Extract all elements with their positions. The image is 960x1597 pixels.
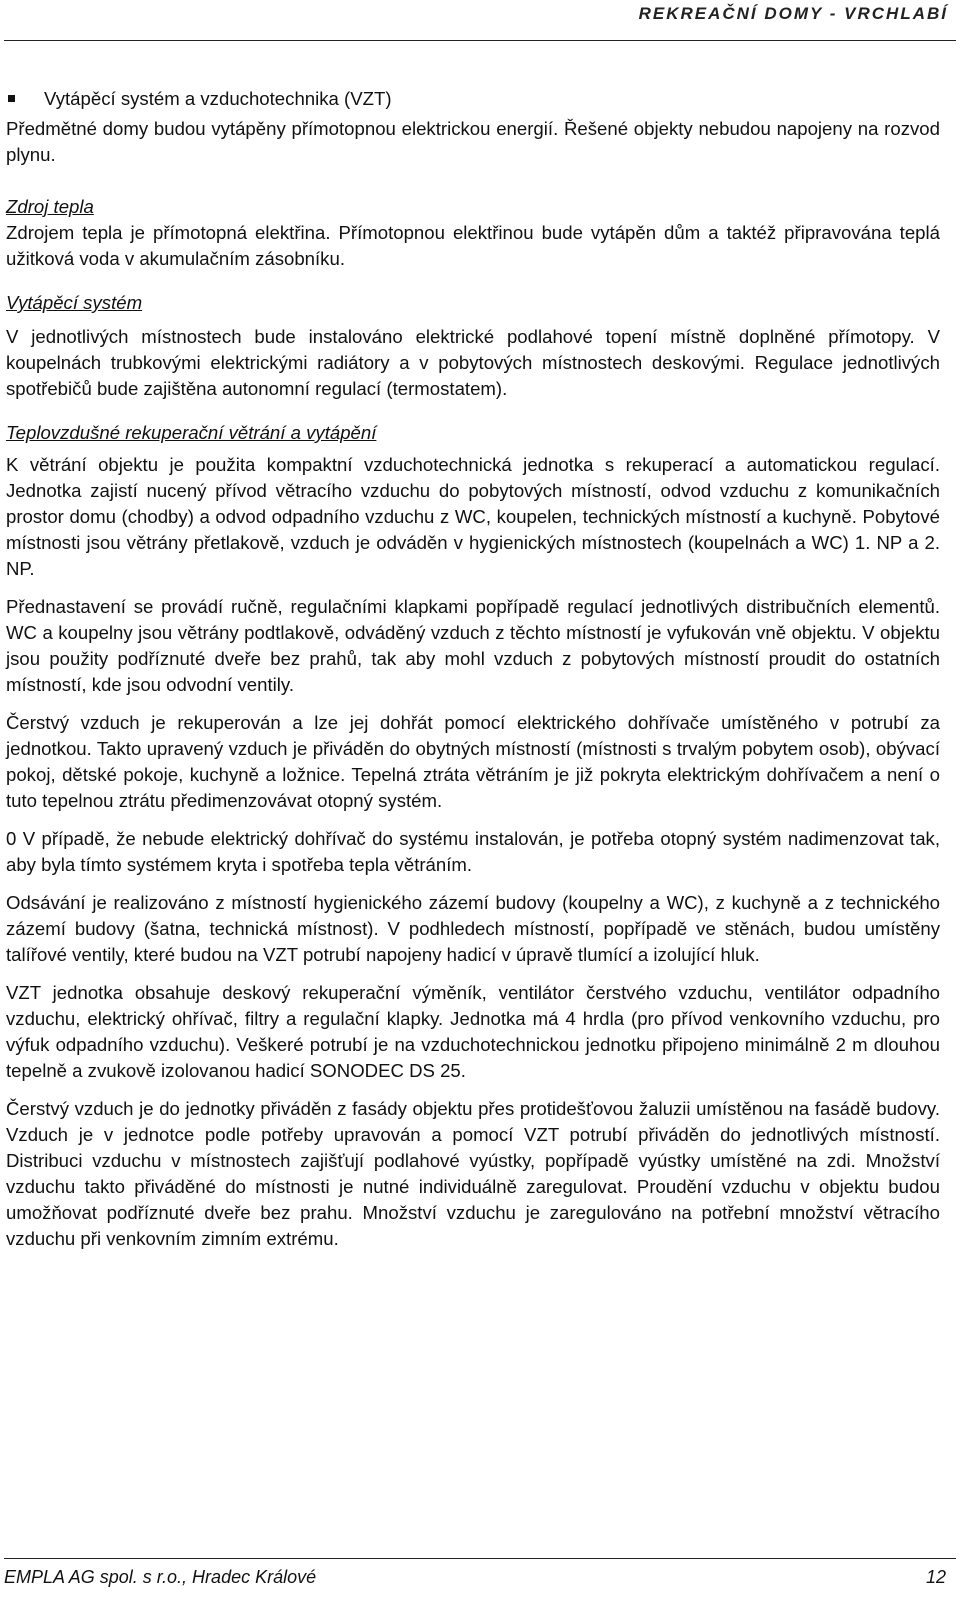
heading-teplovzdusne: Teplovzdušné rekuperační větrání a vytápění: [6, 422, 377, 443]
footer-company: EMPLA AG spol. s r.o., Hradec Králové: [4, 1567, 317, 1587]
header-title: REKREAČNÍ DOMY - VRCHLABÍ: [638, 4, 948, 23]
paragraph: Přednastavení se provádí ručně, regulačními klapkami popřípadě regulací jednotlivých distribučních elementů. WC a koupelny jsou větrány podtlakově, odváděný vzduch z těchto místností je vyfukován vně objektu. V objektu jsou použity podříznuté dveře bez prahů, tak aby mohl vzduch z pobytových místností proudit do ostatních místností, kde jsou odvodní ventily.: [6, 596, 940, 695]
footer: [4, 1564, 956, 1590]
bullet-text: Vytápěcí systém a vzduchotechnika (VZT): [44, 88, 392, 109]
zdroj-paragraph: Zdrojem tepla je přímotopná elektřina. Přímotopnou elektřinou bude vytápěn dům a taktéž připravována teplá užitková voda v akumulačním zásobníku.: [6, 222, 940, 269]
footer-divider: [4, 1558, 956, 1559]
heading-vytapeci-system: Vytápěcí systém: [6, 292, 143, 313]
page-number: 12: [925, 1567, 946, 1587]
intro-paragraph: Předmětné domy budou vytápěny přímotopnou elektrickou energií. Řešené objekty nebudou napojeny na rozvod plynu.: [6, 118, 940, 165]
paragraph: Čerstvý vzduch je do jednotky přiváděn z fasády objektu přes protidešťovou žaluzii umístěnou na fasádě budovy. Vzduch je v jednotce podle potřeby upravován a pomocí VZT potrubí přiváděn do jednotlivých místností. Distribuci vzduchu v místnostech zajišťují podlahové vyústky, popřípadě vyústky umístěné na zdi. Množství vzduchu takto přiváděné do místnosti je nutné individuálně zaregulovat. Proudění vzduchu v objektu budou umožňovat podříznuté dveře bez prahu. Množství vzduchu je zaregulováno na potřební množství větracího vzduchu při venkovním zimním extrému.: [6, 1098, 940, 1249]
paragraph: Čerstvý vzduch je rekuperován a lze jej dohřát pomocí elektrického dohřívače umístěného v potrubí za jednotkou. Takto upravený vzduch je přiváděn do obytných místností (místnosti s trvalým pobytem osob), obývací pokoj, dětské pokoje, kuchyně a ložnice. Tepelná ztráta větráním je již pokryta elektrickým dohřívačem a není o tuto tepelnou ztrátu předimenzovávat otopný systém.: [6, 712, 940, 811]
paragraph: 0 V případě, že nebude elektrický dohřívač do systému instalován, je potřeba otopný systém nadimenzovat tak, aby byla tímto systémem kryta i spotřeba tepla větráním.: [6, 828, 940, 875]
header-divider: [4, 40, 956, 41]
paragraph: K větrání objektu je použita kompaktní vzduchotechnická jednotka s rekuperací a automatickou regulací. Jednotka zajistí nucený přívod větracího vzduchu do pobytových místností, odvod vzduchu z komunikačních prostor domu (chodby) a odvod odpadního vzduchu z WC, koupelen, technických místností a kuchyně. Pobytové místnosti jsou větrány přetlakově, vzduch je odváděn v hygienických místnostech (koupelnách a WC) 1. NP a 2. NP.: [6, 454, 940, 579]
heading-zdroj-tepla: Zdroj tepla: [6, 196, 94, 217]
bullet-item: [6, 86, 940, 112]
paragraph: Odsávání je realizováno z místností hygienického zázemí budovy (koupelny a WC), z kuchyně a z technického zázemí budovy (šatna, technická místnost). V podhledech místností, popřípadě ve stěnách, budou umístěny talířové ventily, které budou na VZT potrubí napojeny hadicí v úpravě tlumící a izolující hluk.: [6, 892, 940, 965]
vytapeci-paragraph: V jednotlivých místnostech bude instalováno elektrické podlahové topení místně doplněné přímotopy. V koupelnách trubkovými elektrickými radiátory a v pobytových místnostech deskovými. Regulace jednotlivých spotřebičů bude zajištěna autonomní regulací (termostatem).: [6, 326, 940, 399]
document-body: [6, 86, 940, 1264]
paragraph: VZT jednotka obsahuje deskový rekuperační výměník, ventilátor čerstvého vzduchu, ventilátor odpadního vzduchu, elektrický ohřívač, filtry a regulační klapky. Jednotka má 4 hrdla (pro přívod venkovního vzduchu, pro výfuk odpadního vzduchu). Veškeré potrubí je na vzduchotechnickou jednotku připojeno minimálně 2 m dlouhou tepelně a zvukově izolovanou hadicí SONODEC DS 25.: [6, 982, 940, 1081]
bullet-square-icon: [8, 95, 15, 102]
